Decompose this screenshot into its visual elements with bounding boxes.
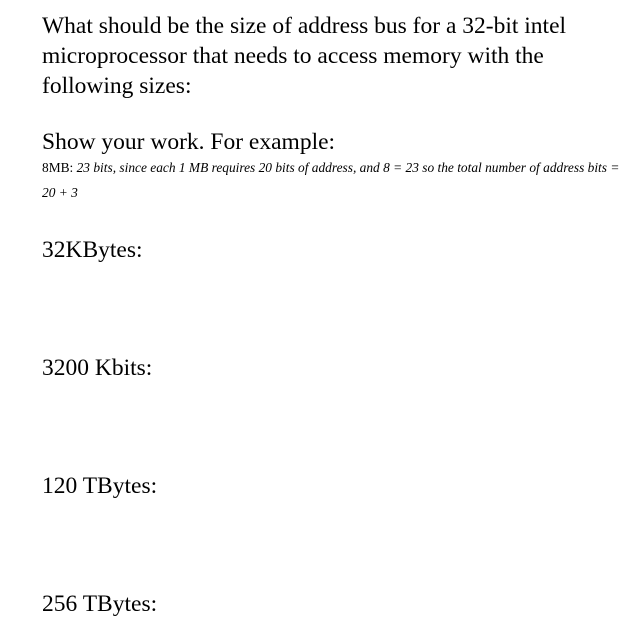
instruction-text: Show your work. For example:	[42, 129, 336, 155]
example-text: 23 bits, since each 1 MB requires 20 bits of address, and 8 = 23 so the total number of address bits = 20 + 3	[42, 160, 620, 200]
size-item-32kbytes: 32KBytes:	[42, 237, 143, 263]
size-item-3200kbits: 3200 Kbits:	[42, 355, 153, 381]
example-paragraph	[42, 155, 632, 205]
size-item-256tbytes: 256 TBytes:	[42, 591, 158, 617]
example-label: 8MB:	[42, 160, 77, 175]
question-text: What should be the size of address bus for a 32-bit intel microprocessor that needs to access memory with the following sizes:	[42, 13, 567, 99]
size-item-120tbytes: 120 TBytes:	[42, 473, 158, 499]
